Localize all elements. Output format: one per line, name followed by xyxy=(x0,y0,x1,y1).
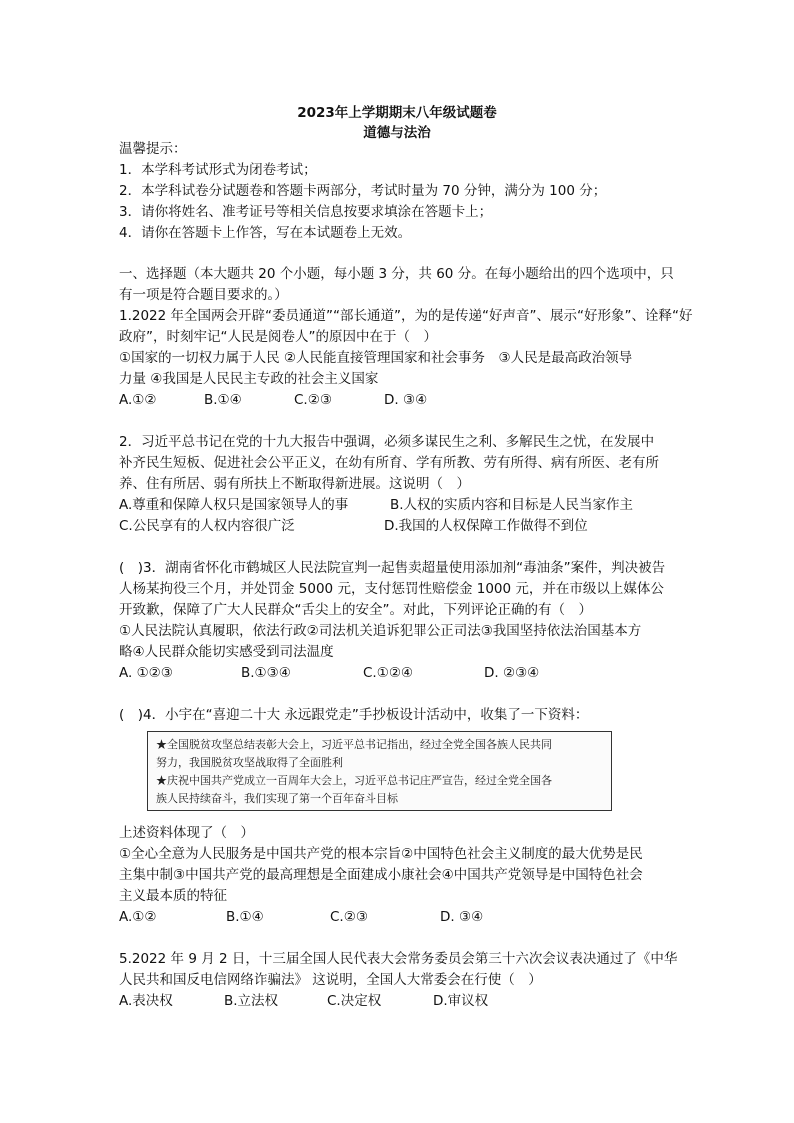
q4-option-a: A.①② xyxy=(119,909,157,925)
q4-choices: ①全心全意为人民服务是中国共产党的根本宗旨②中国特色社会主义制度的最大优势是民 xyxy=(119,846,643,862)
q2-option-d: D.我国的人权保障工作做得不到位 xyxy=(384,518,588,534)
q1-choices: 力量 ④我国是人民民主专政的社会主义国家 xyxy=(119,371,379,387)
q4-choices: 主义最本质的特征 xyxy=(119,888,227,904)
q3-option-d: D. ②③④ xyxy=(484,665,540,681)
q5-text: 人民共和国反电信网络诈骗法》 这说明，全国人大常委会在行使（ ） xyxy=(119,972,542,988)
quote-box xyxy=(147,731,612,811)
q1-option-d: D. ③④ xyxy=(384,392,428,408)
q4-intro: ( )4．小宇在“喜迎二十大 永远跟党走”手抄板设计活动中，收集了一下资料： xyxy=(119,707,589,723)
q1-text: 政府”，时刻牢记“人民是阅卷人”的原因中在于（ ） xyxy=(119,329,437,345)
q3-text: 开致歉，保障了广大人民群众“舌尖上的安全”。对此，下列评论正确的有（ ） xyxy=(119,602,592,618)
exam-subject: 道德与法治 xyxy=(363,125,431,141)
q5-text: 5.2022 年 9 月 2 日，十三届全国人民代表大会常务委员会第三十六次会议表决通过了《中华 xyxy=(119,951,678,967)
q5-option-a: A.表决权 xyxy=(119,993,173,1009)
q4-option-d: D. ③④ xyxy=(440,909,484,925)
q3-choices: 略④人民群众能切实感受到司法温度 xyxy=(119,644,334,660)
q2-option-c: C.公民享有的人权内容很广泛 xyxy=(119,518,295,534)
q3-text: 人杨某拘役三个月，并处罚金 5000 元，支付惩罚性赔偿金 1000 元，并在市级以上媒体公 xyxy=(119,581,664,597)
q4-text: 上述资料体现了（ ） xyxy=(119,825,254,841)
q2-option-b: B.人权的实质内容和目标是人民当家作主 xyxy=(390,497,634,513)
q2-text: 补齐民生短板、促进社会公平正义，在幼有所育、学有所教、劳有所得、病有所医、老有所 xyxy=(119,455,659,471)
q1-option-b: B.①④ xyxy=(204,392,242,408)
q3-option-c: C.①②④ xyxy=(363,665,414,681)
q1-choices: ①国家的一切权力属于人民 ②人民能直接管理国家和社会事务 ③人民是最高政治领导 xyxy=(119,350,633,366)
q3-option-a: A. ①②③ xyxy=(119,665,173,681)
q5-option-d: D.审议权 xyxy=(433,993,489,1009)
tip-item: 1．本学科考试形式为闭卷考试； xyxy=(119,162,317,178)
tip-item: 3．请你将姓名、准考证号等相关信息按要求填涂在答题卡上； xyxy=(119,204,493,220)
q2-option-a: A.尊重和保障人权只是国家领导人的事 xyxy=(119,497,349,513)
tip-item: 2．本学科试卷分试题卷和答题卡两部分，考试时量为 70 分钟，满分为 100 分； xyxy=(119,183,607,199)
tip-item: 4．请你在答题卡上作答，写在本试题卷上无效。 xyxy=(119,225,412,241)
q4-choices: 主集中制③中国共产党的最高理想是全面建成小康社会④中国共产党领导是中国特色社会 xyxy=(119,867,643,883)
q3-choices: ①人民法院认真履职，依法行政②司法机关追诉犯罪公正司法③我国坚持依法治国基本方 xyxy=(119,623,642,639)
q3-text: ( )3．湖南省怀化市鹤城区人民法院宣判一起售卖超量使用添加剂“毒油条”案件，判决被告 xyxy=(119,560,666,576)
q4-option-c: C.②③ xyxy=(330,909,368,925)
quote-line: ★庆祝中国共产党成立一百周年大会上，习近平总书记庄严宣告，经过全党全国各 xyxy=(156,774,552,787)
exam-title: 2023年上学期期末八年级试题卷 xyxy=(297,105,497,121)
q5-option-c: C.决定权 xyxy=(327,993,382,1009)
q3-option-b: B.①③④ xyxy=(241,665,291,681)
section-heading-cont: 有一项是符合题目要求的。） xyxy=(119,287,288,303)
q4-option-b: B.①④ xyxy=(226,909,264,925)
q1-text: 1.2022 年全国两会开辟“委员通道”“部长通道”，为的是传递“好声音”、展示“好形象”、诠释“好 xyxy=(119,308,693,324)
quote-line: ★全国脱贫攻坚总结表彰大会上，习近平总书记指出，经过全党全国各族人民共同 xyxy=(156,738,552,751)
q5-option-b: B.立法权 xyxy=(224,993,279,1009)
q2-text: 养、住有所居、弱有所扶上不断取得新进展。这说明（ ） xyxy=(119,476,470,492)
quote-line: 努力，我国脱贫攻坚战取得了全面胜利 xyxy=(156,756,343,769)
q1-option-a: A.①② xyxy=(119,392,157,408)
quote-line: 族人民持续奋斗，我们实现了第一个百年奋斗目标 xyxy=(156,792,398,805)
q1-option-c: C.②③ xyxy=(294,392,332,408)
section-heading: 一、选择题（本大题共 20 个小题，每小题 3 分，共 60 分。在每小题给出的四个选项中，只 xyxy=(119,266,674,282)
tips-heading: 温馨提示： xyxy=(119,141,187,157)
q2-text: 2．习近平总书记在党的十九大报告中强调，必须多谋民生之利、多解民生之忧，在发展中 xyxy=(119,434,655,450)
